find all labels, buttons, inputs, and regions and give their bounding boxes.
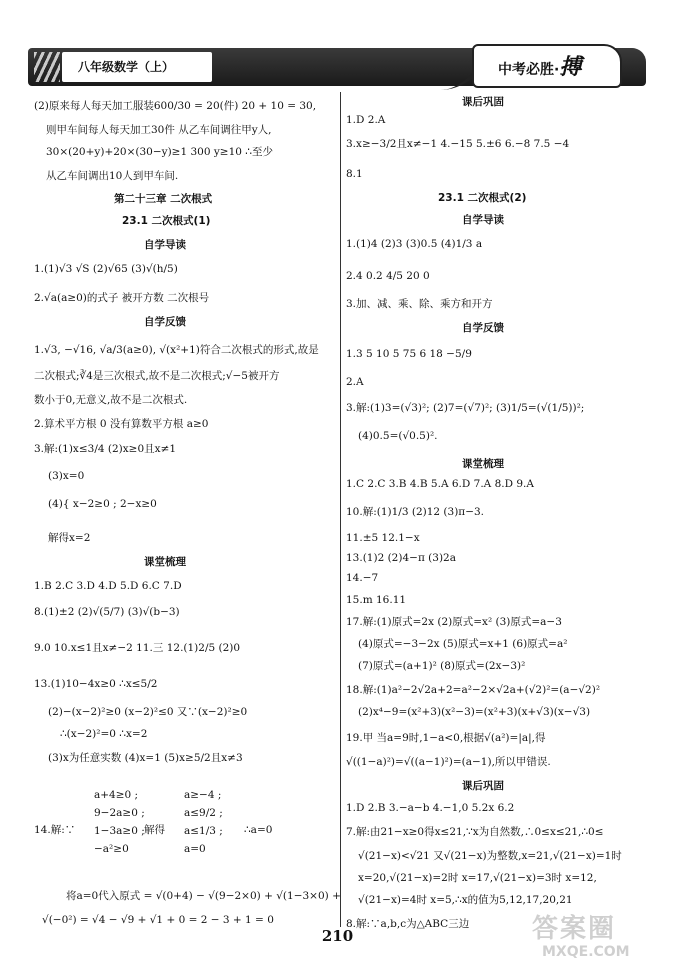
answer-line: 14.解:∵ <box>34 824 76 836</box>
answer-line: (2)原来每人每天加工服装600/30 = 20(件) 20 + 10 = 30, <box>34 100 317 112</box>
subsection-heading: 课后巩固 <box>462 780 504 792</box>
answer-line: 1.(1)√3 √S (2)√65 (3)√(h/5) <box>34 263 178 275</box>
inequality-system: a+4≥0 ; 9−2a≥0 ; 1−3a≥0 ; −a²≥0 <box>94 789 145 855</box>
answer-line: 3.x≥−3/2且x≠−1 4.−15 5.±6 6.−8 7.5 −4 <box>346 138 570 150</box>
answer-line: 1.D 2.A <box>346 114 386 126</box>
answer-line: 1.√3, −√16, √a/3(a≥0), √(x²+1)符合二次根式的形式,故是 <box>34 344 319 356</box>
answer-line: 7.解:由21−x≥0得x≤21,∵x为自然数,∴0≤x≤21,∴0≤ <box>346 826 604 838</box>
chapter-title: 第二十三章 二次根式 <box>114 193 213 205</box>
series-logo-mid: 必胜· <box>526 62 560 78</box>
answer-line: 3.解:(1)x≤3/4 (2)x≥0且x≠1 <box>34 443 177 455</box>
answer-line: 2.√a(a≥0)的式子 被开方数 二次根号 <box>34 292 210 304</box>
answer-line: 3.解:(1)3=(√3)²; (2)7=(√7)²; (3)1/5=(√(1/5))²; <box>346 402 585 414</box>
answer-line: 8.1 <box>346 168 363 180</box>
answer-line: 2.算术平方根 0 没有算数平方根 a≥0 <box>34 418 209 430</box>
subsection-heading: 课堂梳理 <box>144 556 186 568</box>
answer-line: 9.0 10.x≤1且x≠−2 11.三 12.(1)2/5 (2)0 <box>34 642 241 654</box>
answer-line: (7)原式=(a+1)² (8)原式=(2x−3)² <box>358 660 526 672</box>
answer-line: 19.甲 当a=9时,1−a<0,根据√(a²)=|a|,得 <box>346 732 546 744</box>
subsection-heading: 课后巩固 <box>462 96 504 108</box>
subsection-heading: 自学反馈 <box>462 322 504 334</box>
answer-line: 2.A <box>346 376 364 388</box>
answer-line: 1.(1)4 (2)3 (3)0.5 (4)1/3 a <box>346 238 483 250</box>
subsection-heading: 自学反馈 <box>144 316 186 328</box>
answer-line: 二次根式;∛4是三次根式,故不是二次根式;√−5被开方 <box>34 370 280 382</box>
section-title: 23.1 二次根式(2) <box>438 192 527 204</box>
subsection-heading: 自学导读 <box>462 214 504 226</box>
answer-line: (3)x=0 <box>48 470 85 482</box>
answer-line: (2)x⁴−9=(x²+3)(x²−3)=(x²+3)(x+√3)(x−√3) <box>358 706 591 718</box>
answer-line: 15.m 16.11 <box>346 594 407 606</box>
subsection-heading: 课堂梳理 <box>462 458 504 470</box>
watermark-logo <box>528 908 658 966</box>
answer-line: (4){ x−2≥0 ; 2−x≥0 <box>48 498 157 510</box>
answer-line: 1.D 2.B 3.−a−b 4.−1,0 5.2x 6.2 <box>346 802 515 814</box>
answer-line: ∴(x−2)²=0 ∴x=2 <box>60 728 148 740</box>
answer-line: 14.−7 <box>346 572 379 584</box>
page-number: 210 <box>321 927 354 945</box>
series-logo-small: 中考 <box>498 62 526 78</box>
answer-line: 17.解:(1)原式=2x (2)原式=x² (3)原式=a−3 <box>346 616 562 628</box>
answer-line: 2.4 0.2 4/5 20 0 <box>346 270 430 282</box>
answer-line: (2)−(x−2)²≥0 (x−2)²≤0 又∵(x−2)²≥0 <box>48 706 248 718</box>
answer-line: x=20,√(21−x)=2时 x=17,√(21−x)=3时 x=12, <box>358 872 597 884</box>
answer-line: √(21−x)=4时 x=5,∴x的值为5,12,17,20,21 <box>358 894 573 906</box>
watermark-line2: MXQE.COM <box>542 944 630 960</box>
page-header <box>0 40 675 92</box>
answer-line: (3)x为任意实数 (4)x=1 (5)x≥5/2且x≠3 <box>48 752 243 764</box>
answer-line: 1.B 2.C 3.D 4.D 5.D 6.C 7.D <box>34 580 182 592</box>
answer-line: 将a=0代入原式 = √(0+4) − √(9−2×0) + √(1−3×0) + <box>66 890 341 902</box>
series-logo <box>472 44 622 88</box>
answer-line: 数小于0,无意义,故不是二次根式. <box>34 394 188 406</box>
series-logo-big: 搏 <box>559 55 582 80</box>
answer-line: √(−0²) = √4 − √9 + √1 + 0 = 2 − 3 + 1 = 0 <box>42 914 274 926</box>
answer-line: 1.C 2.C 3.B 4.B 5.A 6.D 7.A 8.D 9.A <box>346 478 534 490</box>
answer-line: 30×(20+y)+20×(30−y)≥1 300 y≥10 ∴至少 <box>46 146 273 158</box>
book-title: 八年级数学（上） <box>62 52 212 82</box>
answer-line: 解得 <box>144 824 165 836</box>
answer-line: 13.(1)2 (2)4−π (3)2a <box>346 552 456 564</box>
answer-line: √(21−x)<√21 又√(21−x)为整数,x=21,√(21−x)=1时 <box>358 850 622 862</box>
answer-line: 1.3 5 10 5 75 6 18 −5/9 <box>346 348 472 360</box>
watermark-line1: 答案圈 <box>532 914 617 944</box>
answer-line: ∴a=0 <box>244 824 273 836</box>
answer-line: 18.解:(1)a²−2√2a+2=a²−2×√2a+(√2)²=(a−√2)² <box>346 684 601 696</box>
subsection-heading: 自学导读 <box>144 239 186 251</box>
answer-line: 3.加、减、乘、除、乘方和开方 <box>346 298 493 310</box>
answer-line: 解得x=2 <box>48 532 91 544</box>
section-title: 23.1 二次根式(1) <box>122 215 211 227</box>
header-stripes <box>34 52 60 82</box>
answer-line: 则甲车间每人每天加工30件 从乙车间调往甲y人, <box>46 124 272 136</box>
solution-system: a≥−4 ; a≤9/2 ; a≤1/3 ; a=0 <box>184 789 223 855</box>
answer-line: √((1−a)²)=√((a−1)²)=(a−1),所以甲错误. <box>346 756 551 768</box>
answer-line: 13.(1)10−4x≥0 ∴x≤5/2 <box>34 678 158 690</box>
answer-line: (4)原式=−3−2x (5)原式=x+1 (6)原式=a² <box>358 638 568 650</box>
answer-line: 从乙车间调出10人到甲车间. <box>46 170 179 182</box>
answer-line: 11.±5 12.1−x <box>346 532 420 544</box>
answer-line: 8.(1)±2 (2)√(5/7) (3)√(b−3) <box>34 606 180 618</box>
column-divider <box>340 92 341 927</box>
answer-line: 8.解:∵a,b,c为△ABC三边 <box>346 918 470 930</box>
answer-line: 10.解:(1)1/3 (2)12 (3)π−3. <box>346 506 485 518</box>
answer-line: (4)0.5=(√0.5)². <box>358 430 438 442</box>
